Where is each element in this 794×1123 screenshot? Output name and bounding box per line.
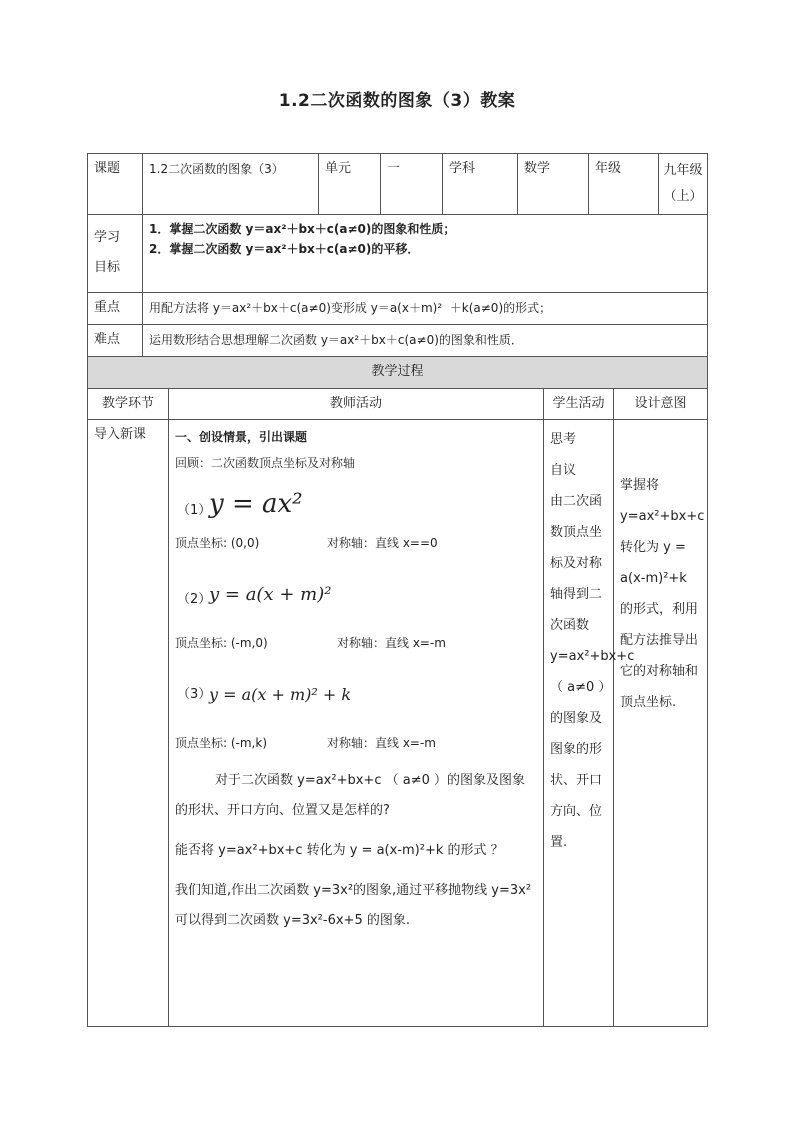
question-2: 能否将 y=ax²+bx+c 转化为 y = a(x-m)²+k 的形式 ？	[175, 843, 504, 858]
section-heading: 一、创设情景，引出课题	[175, 430, 308, 444]
key-point-label: 重点	[94, 300, 121, 315]
subject-value: 数学	[524, 161, 551, 176]
column-header: 设计意图	[634, 396, 687, 411]
grade-label: 年级	[595, 161, 622, 176]
case-1-info	[175, 532, 537, 554]
student-activity: 思考 自议 由二次函数顶点坐标及对称轴得到二次函数 y=ax²+bx+c（ a≠0 ）的图象及图象的形状、开口方向、位置.	[550, 432, 635, 850]
axis-text: 对称轴：直线 x=-m	[327, 736, 436, 750]
vertex-text: 顶点坐标: (-m,0)	[175, 636, 268, 650]
lesson-label: 课题	[94, 161, 121, 176]
process-header: 教学过程	[371, 364, 424, 379]
difficulty-label: 难点	[94, 332, 121, 347]
formula-case-2: （2） y = a(x + m)²	[177, 584, 332, 607]
case-2-info	[175, 632, 537, 654]
goal-item: 2．掌握二次函数 y＝ax²＋bx＋c(a≠0)的平移．	[149, 242, 420, 256]
goal-item: 1．掌握二次函数 y＝ax²＋bx＋c(a≠0)的图象和性质；	[149, 222, 456, 236]
document-title: 1.2二次函数的图象（3）教案	[278, 91, 516, 111]
goals-label: 学习 目标	[94, 230, 121, 275]
formula: y = a(x + m)² + k	[209, 685, 352, 704]
vertex-text: 顶点坐标: (0,0)	[175, 536, 260, 550]
column-header: 教学环节	[101, 396, 154, 411]
info-row	[88, 154, 708, 215]
process-header-row	[88, 357, 708, 389]
column-header: 学生活动	[552, 396, 605, 411]
subject-label: 学科	[449, 161, 476, 176]
formula-case-1: （1） y = ax²	[177, 489, 303, 519]
difficulty-text: 运用数形结合思想理解二次函数 y＝ax²＋bx＋c(a≠0)的图象和性质．	[149, 333, 523, 347]
unit-label: 单元	[325, 161, 352, 176]
teacher-activity	[169, 420, 543, 940]
key-point-row	[88, 293, 708, 325]
review-text: 回顾：二次函数顶点坐标及对称轴	[175, 456, 356, 470]
formula: y = a(x + m)²	[209, 584, 332, 605]
statement: 我们知道,作出二次函数 y=3x²的图象,通过平移抛物线 y=3x²可以得到二次函数 y=3x²-6x+5 的图象.	[175, 883, 532, 928]
stage-label: 导入新课	[94, 427, 147, 442]
case-3-info	[175, 732, 537, 754]
column-header-row	[88, 389, 708, 420]
difficulty-row	[88, 325, 708, 357]
vertex-text: 顶点坐标: (-m,k)	[175, 736, 268, 750]
intro-row	[88, 420, 708, 1027]
key-point-text: 用配方法将 y＝ax²＋bx＋c(a≠0)变形成 y＝a(x＋m)² ＋k(a≠0)的形式；	[149, 301, 552, 315]
formula-case-3: （3） y = a(x + m)² + k	[177, 685, 352, 704]
grade-value: 九年级（上）	[663, 163, 703, 204]
question-1: 对于二次函数 y=ax²+bx+c （ a≠0 ）的图象及图象的形状、开口方向、位置又是怎样的?	[175, 773, 525, 818]
goals-row	[88, 215, 708, 293]
design-intent: 掌握将 y=ax²+bx+c 转化为 y = a(x-m)²+k 的形式，利用配方法推导出它的对称轴和顶点坐标.	[620, 478, 705, 710]
lesson-value: 1.2二次函数的图象（3）	[149, 162, 284, 176]
axis-text: 对称轴：直线 x==0	[327, 536, 438, 550]
lesson-plan-table	[87, 153, 708, 1027]
axis-text: 对称轴：直线 x=-m	[337, 636, 446, 650]
unit-value: 一	[387, 161, 401, 176]
column-header: 教师活动	[330, 396, 383, 411]
formula: y = ax²	[209, 489, 303, 519]
